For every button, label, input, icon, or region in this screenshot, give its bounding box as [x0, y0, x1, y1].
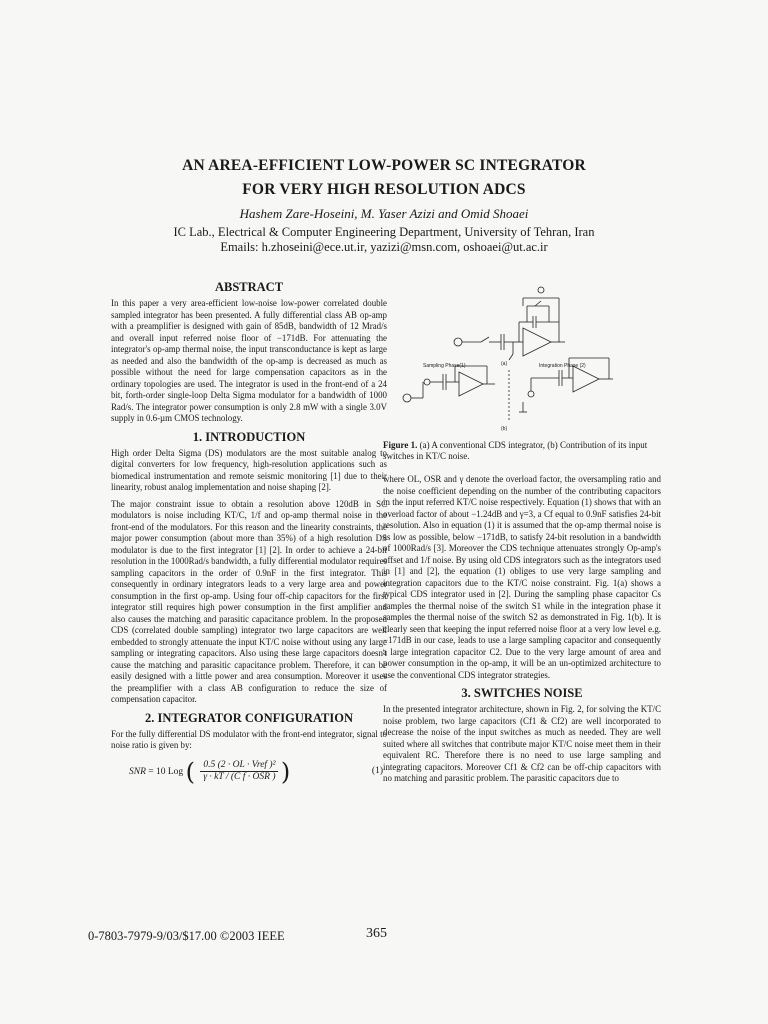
- left-column: [111, 276, 387, 784]
- section2-paragraph: For the fully differential DS modulator with the front-end integrator, signal to noise ratio is given by:: [111, 728, 387, 750]
- introduction-heading: 1. INTRODUCTION: [192, 429, 306, 444]
- snr-equation: SNR = 10 Log ( $\frac{\text{0.5 (2 · OL · Vref )²}}{\text{γ · kT / (C f · OSR )}}$ ) (1): [129, 757, 383, 786]
- figure-label-sampling: Sampling Phase(1): [423, 363, 466, 369]
- figure-caption-label: Figure 1.: [383, 440, 418, 450]
- equation-number: (1): [371, 765, 383, 776]
- section3-heading: 3. SWITCHES NOISE: [461, 686, 583, 700]
- figure-caption-text: (a) A conventional CDS integrator, (b) Contribution of its input switches in KT/C noise.: [383, 440, 648, 461]
- figure-label-integration: Integration Phase (2): [539, 363, 586, 369]
- paper-affiliation: IC Lab., Electrical & Computer Engineering Department, University of Tehran, Iran: [173, 225, 595, 239]
- figure-label-a: (a): [501, 361, 508, 367]
- equation-denominator: γ · kT / (C f · OSR ): [203, 772, 276, 782]
- paper-emails: Emails: h.zhoseini@ece.ut.ir, yazizi@msn.com, oshoaei@ut.ac.ir: [220, 240, 548, 254]
- cds-integrator-figure: [383, 270, 661, 436]
- equation-fraction: [200, 760, 278, 784]
- abstract-heading: ABSTRACT: [214, 280, 284, 294]
- section3-paragraph: In the presented integrator architecture, shown in Fig. 2, for solving the KT/C noise problem, two large capacitors (Cf1 & Cf2) are well incorporated to decrease the noise of the input switches as much as needed. They are well suited where all switches that contribute major KT/C noise meet them in their equivalent RC. Therefore there is no need to use large sampling and integrating capacitors. Moreover Cf1 & Cf2 can be off-chip capacitors with no matching and parasitic problem. The parasitic capacitors due to: [383, 704, 661, 783]
- section2-heading: 2. INTEGRATOR CONFIGURATION: [144, 710, 353, 725]
- footer-copyright: 0-7803-7979-9/03/$17.00 ©2003 IEEE: [88, 929, 285, 943]
- equation-numerator: 0.5 (2 · OL · Vref )²: [200, 760, 278, 773]
- intro-paragraph-2: The major constraint issue to obtain a resolution above 120dB in SC modulators is noise including KT/C, 1/f and op-amp thermal noise in the front-end of the modulators. For this reason and the linearity constraints, the major power consumption (about more than 35%) of a high resolution DS modulator is due to the first integrator [1] [2]. In order to achieve a 24-bit resolution in the 1000Rad/s bandwidth, a fully differential modulator requires sampling capacitors in the order of 0.9nF in the first integrator. This consequently in ordinary integrators leads to a very large area and power consumption in the first op-amp. Using four off-chip capacitors for the first integrator still requires high power consumption in the first amplifier and also causes the matching and parasitic capacitance problem. In the proposed CDS (correlated double sampling) integrator two large capacitors are well embedded to strongly attenuate the input KT/C noise without using any large sampling or integrating capacitors. Also using these large capacitors doesn't cause the matching and parasitic capacitance problem. Therefore, it can be easily designed with a little power and area consumption. Moreover it uses the preamplifier with a class AB configuration to reduce the size of compensation capacitor.: [111, 498, 387, 704]
- equation-mid: = 10 Log: [148, 766, 184, 777]
- abstract-text: In this paper a very area-efficient low-noise low-power correlated double sampled integrator has been presented. A fully differential class AB op-amp with a preamplifier is designed with gain of 85dB, bandwidth of 12 Mrad/s and overall input referred noise floor of −171dB. For attenuating the integrator's op-amp thermal noise, the input transconductance is kept as large as needed and also the bandwidth of the op-amp is decreased as much as possible without the need for large compensation capacitors as in the ordinary topologies are used. The integrator is used in the front-end of a 24 bit, forth-order single-loop Delta Sigma modulator for a bandwidth of 1000 Rad/s. The integrator power consumption is only 2.8 mW with a single 3.0V supply in 0.6-µm CMOS technology.: [111, 298, 387, 423]
- page-number: 365: [366, 926, 387, 941]
- paper-title-line1: AN AREA-EFFICIENT LOW-POWER SC INTEGRATOR: [182, 157, 586, 174]
- equation-lhs: SNR: [129, 766, 146, 777]
- paper-authors: Hashem Zare-Hoseini, M. Yaser Azizi and Omid Shoaei: [239, 206, 529, 221]
- right-column: [383, 474, 661, 790]
- figure-caption: [383, 440, 661, 462]
- paper-title-line2: FOR VERY HIGH RESOLUTION ADCS: [242, 181, 526, 198]
- intro-paragraph-1: High order Delta Sigma (DS) modulators are the most suitable analog to digital converters for low frequency, high-resolution applications such as biomedical instrumentation and remote seismic monitoring [1] due to their linearity, robust analog implementation and noise shaping [2].: [111, 447, 387, 492]
- figure-label-b: (b): [501, 426, 508, 432]
- right-paragraph-1: where OL, OSR and γ denote the overload factor, the oversampling ratio and the noise coefficient depending on the number of the contributing capacitors in the input referred KT/C noise respectively. Equation (1) shows that with an overload factor of about −1.24dB and γ=3, a Cf equal to 0.9nF satisfies 24-bit resolution. Also in equation (1) it is assumed that the op-amp thermal noise is as low as possible, below −171dB, to satisfy 24-bit resolution in a bandwidth of 1000Rad/s [3]. Moreover the CDS technique attenuates strongly Op-amp's offset and 1/f noise. By using old CDS integrators such as the integrators used in [1] and [2], the equation (1) obliges to use very large sampling and integration capacitors due to the KT/C noise constraint. Fig. 1(a) shows a typical CDS integrator used in [2]. During the sampling phase capacitor Cs samples the thermal noise of the switch S1 while in the integration phase it samples the thermal noise of the switch S2 as demonstrated in Fig. 1(b). It is clearly seen that keeping the input referred noise floor at a very low level e.g. −171dB in our case, leads to use a large sampling capacitor and consequently a large integration capacitor C2. Due to the very large amount of area and power consumption in the op-amp, it will be an un-optimized architecture to use the conventional CDS integrator strategies.: [383, 474, 661, 680]
